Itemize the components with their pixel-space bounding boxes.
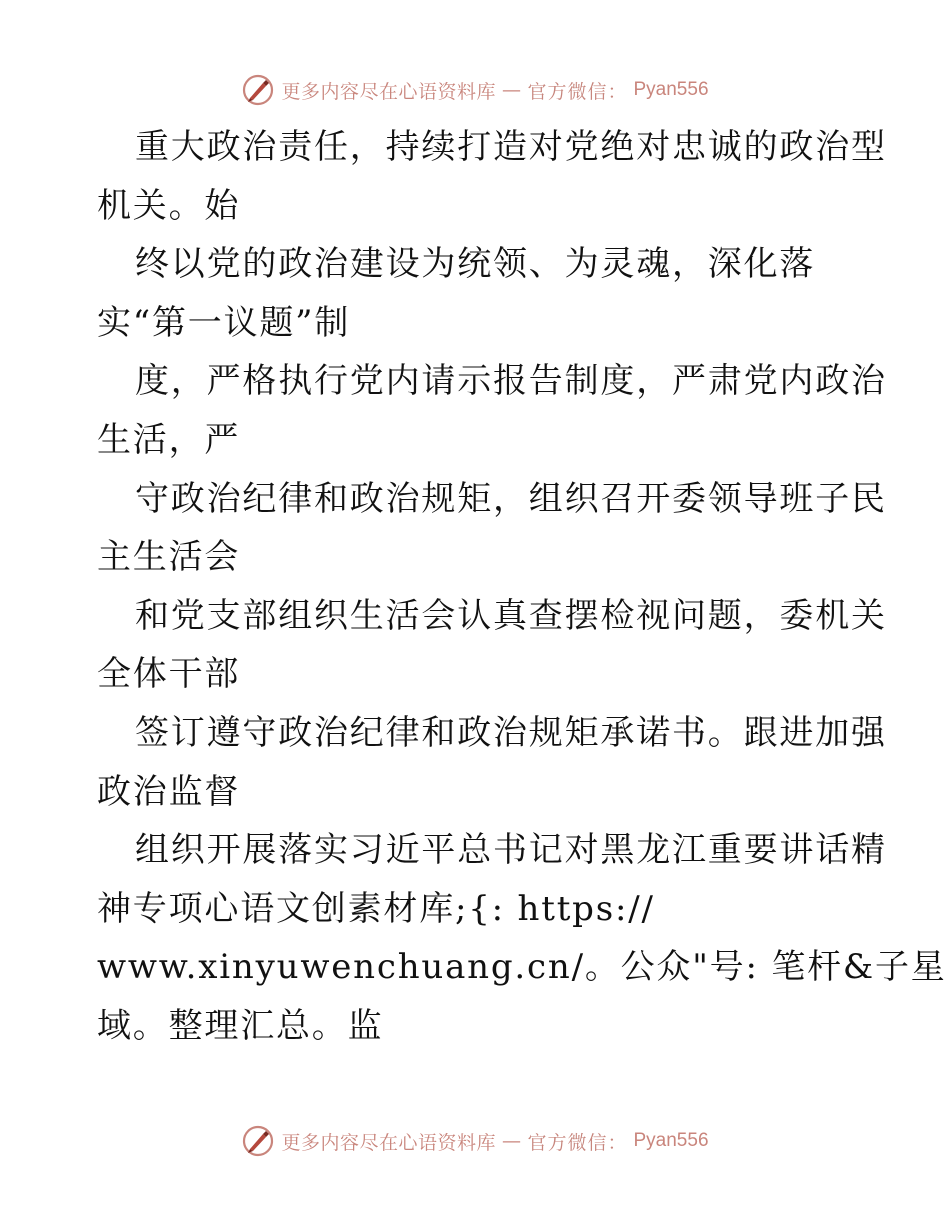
body-line: 神专项心语文创素材库;{: https:// [97, 888, 655, 929]
body-line: 重大政治责任，持续打造对党绝对忠诚的政治型 [135, 127, 887, 167]
watermark-dash: — [501, 79, 522, 101]
body-line: 政治监督 [97, 771, 241, 812]
watermark-brand: 更多内容尽在心语资料库 [281, 1131, 496, 1154]
watermark-brand: 更多内容尽在心语资料库 [281, 80, 496, 103]
header-watermark [0, 70, 950, 110]
pen-logo-icon [241, 1124, 275, 1158]
body-line: 全体干部 [97, 654, 241, 695]
watermark-wechat-id: Pyan556 [633, 1130, 709, 1151]
watermark-wechat-label: 官方微信： [527, 1131, 628, 1154]
body-line: 守政治纪律和政治规矩，组织召开委领导班子民 [135, 478, 887, 519]
watermark-dash: — [501, 1130, 522, 1152]
body-line: 域。整理汇总。监 [97, 1005, 384, 1046]
body-line: 机关。始 [97, 185, 241, 226]
body-line: 终以党的政治建设为统领、为灵魂，深化落 [135, 244, 816, 285]
body-line: 签订遵守政治纪律和政治规矩承诺书。跟进加强 [135, 712, 887, 753]
pen-logo-icon [241, 73, 275, 107]
footer-watermark [0, 1121, 950, 1161]
body-line: 实“第一议题”制 [97, 302, 351, 343]
body-line: 主生活会 [97, 537, 241, 578]
body-line: 和党支部组织生活会认真查摆检视问题，委机关 [135, 595, 887, 636]
watermark-wechat-label: 官方微信： [527, 80, 628, 103]
watermark-wechat-id: Pyan556 [633, 79, 709, 100]
body-line: 生活，严 [97, 419, 241, 460]
body-line: 组织开展落实习近平总书记对黑龙江重要讲话精 [135, 830, 887, 871]
body-line: 度，严格执行党内请示报告制度，严肃党内政治 [135, 361, 887, 402]
body-line: www.xinyuwenchuang.cn/。公众"号: 笔杆&子星 [97, 947, 947, 988]
document-body [97, 118, 947, 1056]
